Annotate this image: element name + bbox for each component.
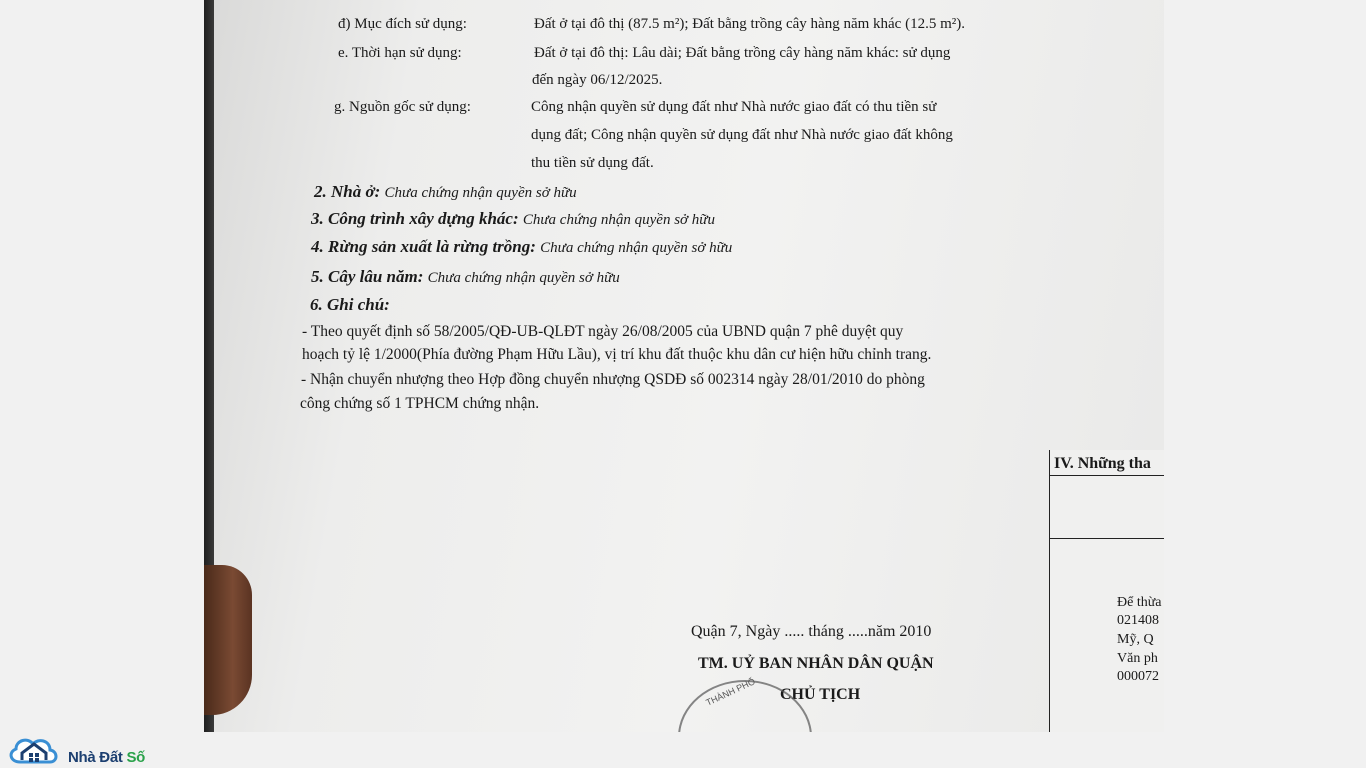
note-line-1: - Theo quyết định số 58/2005/QĐ-UB-QLĐT ngày 26/08/2005 của UBND quận 7 phê duyệt quy: [302, 323, 904, 340]
section-house-text: Chưa chứng nhận quyền sở hữu: [384, 185, 577, 201]
thumb: [204, 565, 252, 715]
page2-rule-mid: [1050, 538, 1164, 539]
section-house: [314, 182, 577, 202]
page2-line-2: 021408: [1117, 613, 1159, 628]
page2-line-1: Để thừa: [1117, 595, 1162, 610]
signature-place-date: Quận 7, Ngày ..... tháng .....năm 2010: [691, 623, 932, 640]
signature-org: TM. UỶ BAN NHÂN DÂN QUẬN: [698, 655, 934, 672]
row-label-term: e. Thời hạn sử dụng:: [338, 45, 462, 61]
stamp-text: THÀNH PHỐ: [704, 676, 757, 708]
logo-text-accent: Số: [126, 749, 146, 766]
section-notes: [310, 295, 390, 315]
section-perennial-text: Chưa chứng nhận quyền sở hữu: [427, 270, 620, 286]
row-value-origin-cont2: thu tiền sử dụng đất.: [531, 155, 654, 171]
section-forest-title: 4. Rừng sản xuất là rừng trồng:: [311, 237, 536, 256]
certificate-page: [204, 0, 1164, 732]
row-value-term: Đất ở tại đô thị: Lâu dài; Đất bằng trồng cây hàng năm khác: sử dụng: [534, 45, 951, 61]
site-logo-text[interactable]: [68, 749, 145, 766]
page2-line-5: 000072: [1117, 669, 1159, 684]
section-perennial: [311, 267, 620, 287]
note-line-2: hoạch tỷ lệ 1/2000(Phía đường Phạm Hữu Lầu), vị trí khu đất thuộc khu dân cư hiện hữu chỉnh trang.: [302, 346, 932, 363]
section-house-title: 2. Nhà ở:: [314, 182, 381, 201]
adjacent-page-header: IV. Những tha: [1054, 455, 1151, 472]
row-value-purpose: Đất ở tại đô thị (87.5 m²); Đất bằng trồng cây hàng năm khác (12.5 m²).: [534, 16, 965, 32]
section-construction: [311, 209, 715, 229]
note-line-3: - Nhận chuyển nhượng theo Hợp đồng chuyển nhượng QSDĐ số 002314 ngày 28/01/2010 do phòng: [301, 371, 925, 388]
section-perennial-title: 5. Cây lâu năm:: [311, 267, 424, 286]
page2-line-3: Mỹ, Q: [1117, 632, 1154, 647]
section-construction-title: 3. Công trình xây dựng khác:: [311, 209, 519, 228]
section-forest: [311, 237, 732, 257]
row-value-origin-cont: dụng đất; Công nhận quyền sử dụng đất như Nhà nước giao đất không: [531, 127, 953, 143]
row-label-origin: g. Nguồn gốc sử dụng:: [334, 99, 471, 115]
document-photo: [204, 0, 1164, 732]
page2-line-4: Văn ph: [1117, 651, 1158, 666]
note-line-4: công chứng số 1 TPHCM chứng nhận.: [300, 395, 540, 412]
section-forest-text: Chưa chứng nhận quyền sở hữu: [540, 240, 733, 256]
logo-text-main: Nhà Đất: [68, 749, 127, 766]
section-construction-text: Chưa chứng nhận quyền sở hữu: [522, 212, 715, 228]
page2-rule-top: [1050, 475, 1164, 476]
row-value-term-cont: đến ngày 06/12/2025.: [532, 72, 663, 88]
row-label-purpose: đ) Mục đích sử dụng:: [338, 16, 467, 32]
row-value-origin: Công nhận quyền sử dụng đất như Nhà nước giao đất có thu tiền sử: [531, 99, 937, 115]
signature-title: CHỦ TỊCH: [780, 686, 861, 703]
section-notes-title: 6. Ghi chú:: [310, 295, 390, 314]
adjacent-page: [1049, 450, 1164, 732]
